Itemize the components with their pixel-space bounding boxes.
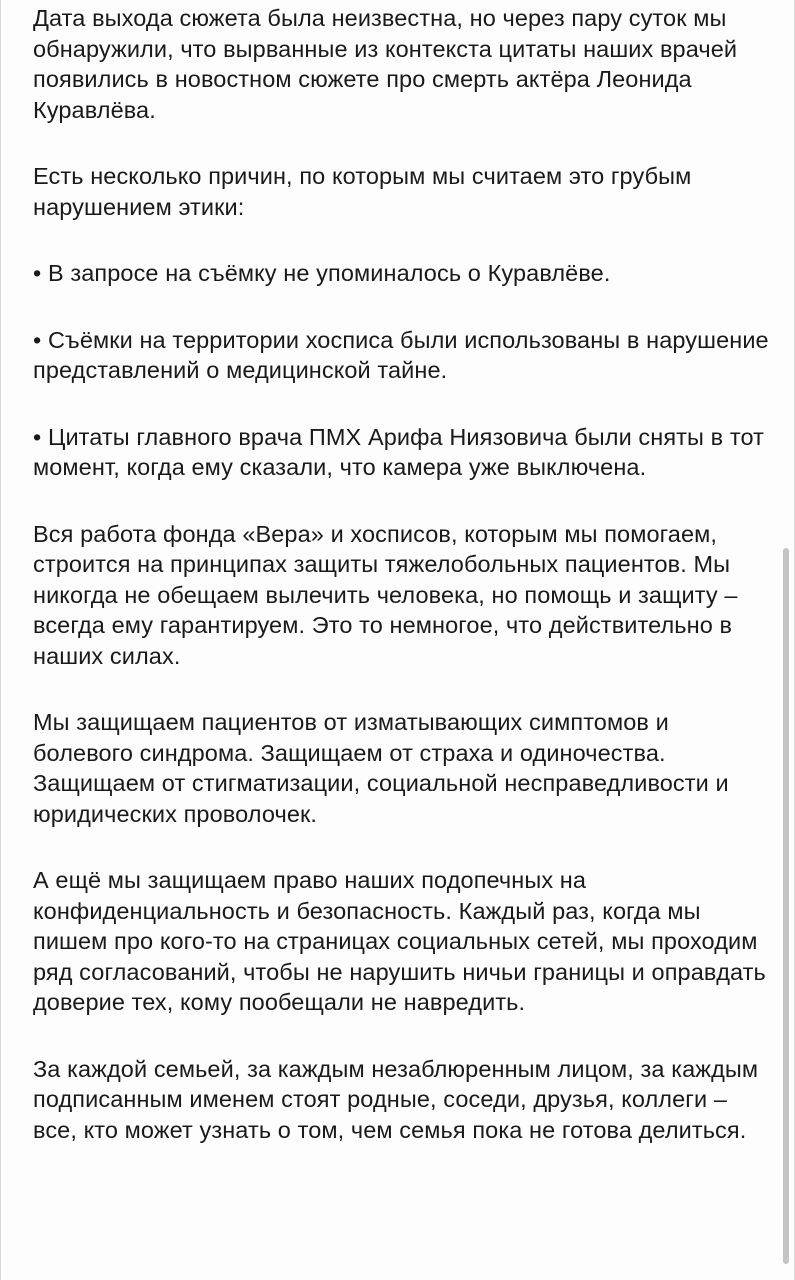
paragraph-confidentiality: А ещё мы защищаем право наших подопечных на конфиденциальность и безопасность. Каждый раз, когда мы пишем про кого-то на страницах социальных сетей, мы проходим ряд согласований, чтобы не нарушить ничьи границы и оправдать доверие тех, кому пообещали не навредить. (33, 867, 766, 1015)
scrollbar-thumb[interactable] (783, 548, 789, 1264)
paragraph-protect-patients: Мы защищаем пациентов от изматывающих симптомов и болевого синдрома. Защищаем от страха и одиночества. Защищаем от стигматизации, социальной несправедливости и юридических проволочек. (33, 709, 729, 827)
list-item-request: • В запросе на съёмку не упоминалось о Куравлёве. (33, 260, 611, 286)
paragraph-reasons-intro: Есть несколько причин, по которым мы считаем это грубым нарушением этики: (33, 163, 692, 220)
list-item-medical-secrecy: • Съёмки на территории хосписа были использованы в нарушение представлений о медицинской тайне. (33, 326, 769, 383)
list-item-doctor-quotes: • Цитаты главного врача ПМХ Арифа Ниязовича были сняты в тот момент, когда ему сказали, что камера уже выключена. (33, 423, 764, 480)
paragraph-fund-mission: Вся работа фонда «Вера» и хосписов, которым мы помогаем, строится на принципах защиты тяжелобольных пациентов. Мы никогда не обещаем вылечить человека, но помощь и защиту – всегда ему гарантируем. Это то немногое, что действительно в наших силах. (33, 520, 738, 669)
paragraph-release-date: Дата выхода сюжета была неизвестна, но через пару суток мы обнаружили, что вырванные из контекста цитаты наших врачей появились в новостном сюжете про смерть актёра Леонида Куравлёва. (33, 5, 738, 123)
post-text (33, 0, 773, 1181)
paragraph-families: За каждой семьей, за каждым незаблюренным лицом, за каждым подписанным именем стоят родные, соседи, друзья, коллеги – все, кто может узнать о том, чем семья пока не готова делиться. (33, 1055, 759, 1143)
